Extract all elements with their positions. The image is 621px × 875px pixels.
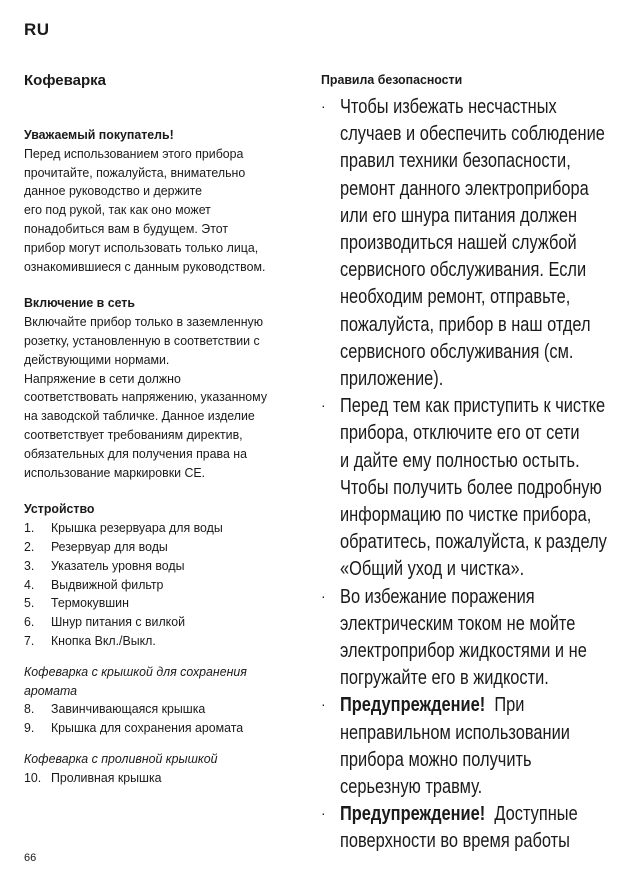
power-line: действующими нормами. [24,351,170,367]
rule-text: Доступные [494,802,578,826]
greeting-line: ознакомившиеся с данным руководством. [24,258,266,274]
device-section [24,500,304,787]
rule-line: пожалуйста, прибор в наш отдел [340,312,591,336]
list-item [24,613,304,632]
page-title: Кофеварка [24,72,106,89]
item-number: 5. [24,595,35,611]
aroma-variant-heading: Кофеварка с крышкой для сохранения [24,663,247,679]
power-line: обязательных для получения права на [24,445,248,461]
rule-line: сервисного обслуживания (см. [340,339,574,363]
rule-line: электрическим током не мойте [340,611,576,635]
rule-line: Чтобы получить более подробную [340,475,602,499]
safety-heading: Правила безопасности [321,72,463,87]
item-text: Крышка для сохранения аромата [50,720,244,736]
page-number: 66 [24,852,37,864]
list-item [24,594,304,613]
item-number: 3. [24,557,35,573]
aroma-variant-heading: аромата [24,682,78,698]
device-heading: Устройство [24,501,95,517]
safety-rule [321,800,611,854]
rule-line: погружайте его в жидкости. [340,666,549,690]
rule-line: ремонт данного электроприбора [340,176,589,200]
item-number: 7. [24,632,35,648]
safety-rule [321,93,611,392]
power-line: использование маркировки CE. [24,464,206,480]
rule-line: прибора можно получить [340,747,532,771]
bullet-icon: · [321,397,326,414]
list-item [24,538,304,557]
rule-line: случаев и обеспечить соблюдение [340,122,605,146]
item-text: Крышка резервуара для воды [50,520,223,536]
list-item [24,769,304,788]
item-text: Резервуар для воды [50,538,168,554]
item-text: Завинчивающаяся крышка [50,701,206,717]
bullet-icon: · [321,587,326,604]
rule-line [340,691,557,718]
list-item [24,719,304,738]
greeting-line: его под рукой, так как оно может [24,202,211,218]
rule-line: приложение). [340,367,444,391]
greeting-line: данное руководство и держите [24,183,203,199]
warning-label: Предупреждение! [340,802,486,826]
rule-line: сервисного обслуживания. Если [340,258,587,282]
rule-line: Перед тем как приступить к чистке [340,394,606,418]
right-column [321,72,611,855]
list-item [24,576,304,595]
power-line: соответствует требованиям директив, [24,426,243,442]
rule-line: электроприбор жидкостями и не [340,639,587,663]
language-code: RU [24,20,50,39]
list-item [24,557,304,576]
item-text: Выдвижной фильтр [50,576,164,592]
power-line: розетку, установленную в соответствии с [24,332,260,348]
greeting-section [24,126,304,276]
item-number: 2. [24,538,35,554]
rule-line [340,800,578,827]
item-number: 6. [24,614,35,630]
warning-label: Предупреждение! [340,693,486,717]
safety-rule [321,583,611,692]
greeting-line: Перед использованием этого прибора [24,145,244,161]
bullet-icon: · [321,696,326,713]
rule-text: При [494,693,525,717]
greeting-line: прибор могут использовать только лица, [24,239,259,255]
item-text: Кнопка Вкл./Выкл. [50,632,156,648]
item-number: 10. [24,769,42,785]
item-text: Указатель уровня воды [50,557,185,573]
greeting-heading: Уважаемый покупатель! [24,127,174,142]
safety-rules-list [321,93,611,855]
item-number: 8. [24,701,35,717]
rule-line: информацию по чистке прибора, [340,503,592,527]
device-parts-list [24,519,304,651]
rule-line: Чтобы избежать несчастных [340,95,557,118]
rule-line: «Общий уход и чистка». [340,557,525,581]
item-number: 1. [24,520,35,536]
power-line: Напряжение в сети должно [24,370,181,386]
item-text: Проливная крышка [50,769,162,785]
rule-line: серьезную травму. [340,775,483,799]
item-number: 9. [24,720,35,736]
rule-line: производиться нашей службой [340,231,577,255]
safety-rule [321,691,611,800]
pour-variant-heading: Кофеварка с проливной крышкой [24,750,218,766]
power-line: соответствовать напряжению, указанному [24,389,268,405]
rule-line: прибора, отключите его от сети [340,421,580,445]
rule-line: Во избежание поражения [340,584,535,608]
greeting-line: прочитайте, пожалуйста, внимательно [24,164,246,180]
power-section [24,294,304,482]
list-item [24,519,304,538]
aroma-parts-list [24,700,304,738]
safety-rule [321,392,611,582]
power-line: на заводской табличке. Данное изделие [24,408,255,424]
bullet-icon: · [321,98,326,114]
rule-line: правил техники безопасности, [340,149,571,173]
bullet-icon: · [321,805,326,822]
list-item [24,632,304,651]
rule-line: или его шнура питания должен [340,203,578,227]
left-column [24,126,304,788]
item-number: 4. [24,576,35,592]
rule-line: необходим ремонт, отправьте, [340,285,571,309]
item-text: Шнур питания с вилкой [50,614,186,630]
rule-line: поверхности во время работы [340,829,570,853]
list-item [24,700,304,719]
pour-parts-list [24,769,304,788]
greeting-line: понадобиться вам в будущем. Этот [24,220,228,236]
item-text: Термокувшин [50,595,129,611]
rule-line: неправильном использовании [340,720,570,744]
rule-line: обратитесь, пожалуйста, к разделу [340,530,607,554]
power-line: Включайте прибор только в заземленную [24,314,264,330]
rule-line: и дайте ему полностью остыть. [340,448,580,472]
power-heading: Включение в сеть [24,295,135,311]
